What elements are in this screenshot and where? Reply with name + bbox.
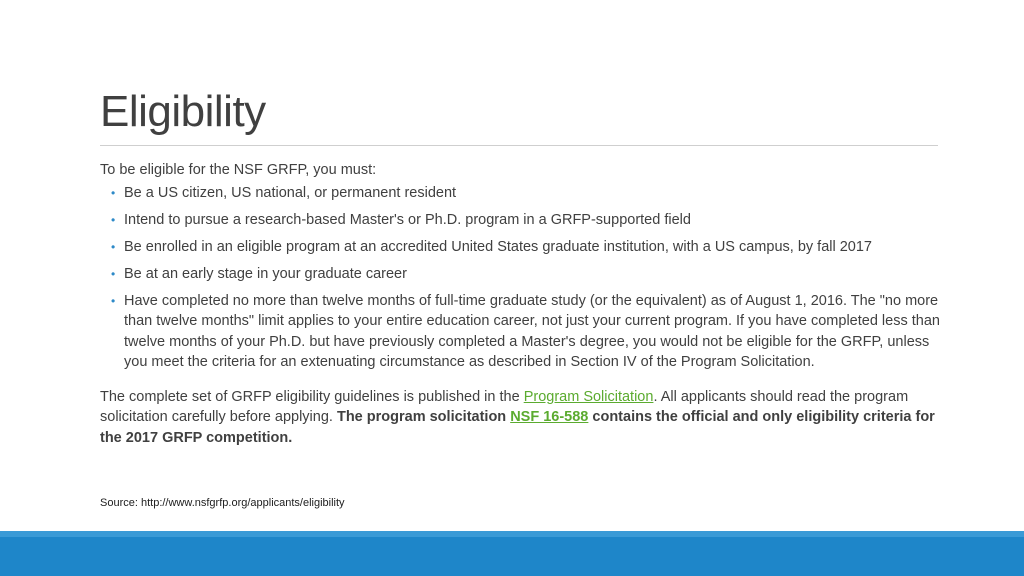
emphasis-text: contains the official and only eligibility criteria for the 2017 GRFP competition. (100, 409, 935, 446)
nsf-16-588-link[interactable]: NSF 16-588 (510, 409, 589, 425)
guidelines-paragraph (100, 387, 942, 449)
emphasis-text: The program solicitation (336, 409, 511, 425)
list-item (100, 291, 942, 373)
bullet-icon: • (111, 185, 116, 200)
list-item-text: Be enrolled in an eligible program at an accredited United States graduate institution, with a US campus, by fall 2017 (124, 238, 872, 255)
list-item (100, 183, 942, 204)
footer-bar (0, 531, 1024, 576)
bullet-icon: • (111, 239, 116, 254)
list-item-text: Intend to pursue a research-based Master's or Ph.D. program in a GRFP-supported field (124, 211, 691, 228)
list-item (100, 210, 942, 231)
list-item-text: Have completed no more than twelve months of full-time graduate study (or the equivalent) as of August 1, 2016. The "no more than twelve months" limit applies to your entire education career, not just your current program. If you have completed less than twelve months of your Ph.D. but have previously completed a Master's degree, you would not be eligible for the GRFP, unless you meet the criteria for an extenuating circumstance as described in Section IV of the Program Solicitation. (124, 292, 940, 370)
intro-text: To be eligible for the NSF GRFP, you must: (100, 162, 377, 178)
bullet-icon: • (111, 266, 116, 281)
list-item (100, 264, 942, 285)
slide-body (100, 160, 942, 448)
list-item (100, 237, 942, 258)
footer-bar-highlight (0, 531, 1024, 537)
slide-title: Eligibility (100, 87, 266, 136)
paragraph-text: . All applicants should read the program solicitation carefully before applying. (100, 388, 909, 425)
bullet-icon: • (111, 293, 116, 308)
paragraph-text: The complete set of GRFP eligibility guidelines is published in the (100, 388, 524, 405)
list-item-text: Be a US citizen, US national, or permanent resident (124, 184, 457, 201)
program-solicitation-link[interactable]: Program Solicitation (523, 388, 654, 405)
list-item-text: Be at an early stage in your graduate career (124, 265, 407, 282)
eligibility-list (100, 183, 942, 373)
source-citation: Source: http://www.nsfgrfp.org/applicants/eligibility (100, 497, 345, 509)
title-divider (100, 145, 938, 146)
bullet-icon: • (111, 212, 116, 227)
